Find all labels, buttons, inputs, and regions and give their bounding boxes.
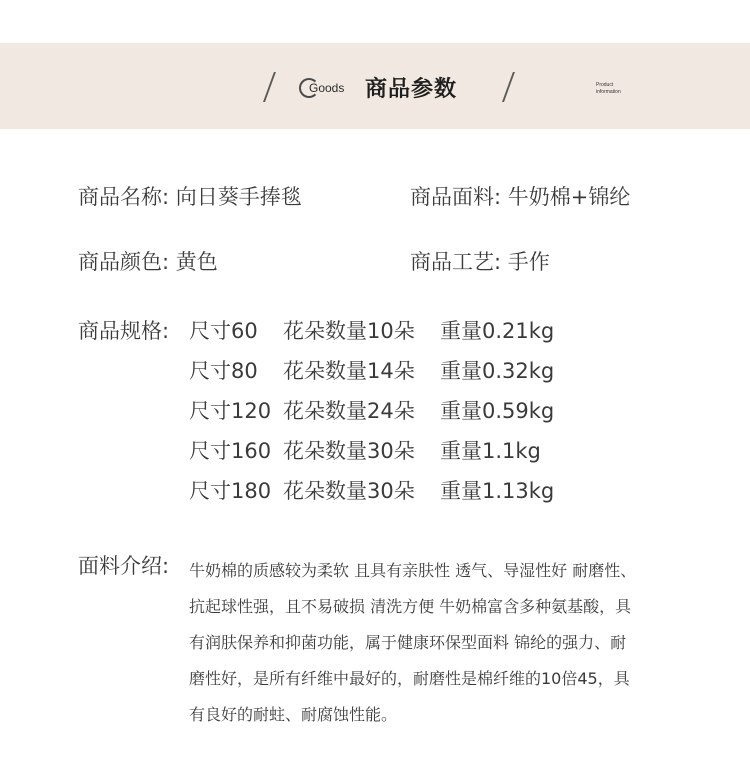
page-title: 商品参数 [365,77,458,102]
param-fabric-value: 牛奶棉+锦纶 [507,185,631,209]
param-craft [410,246,550,276]
spec-row [189,475,554,505]
param-name-value: 向日葵手捧毯 [175,185,302,209]
fabric-intro-line: 抗起球性强，且不易破损 清洗方便 牛奶棉富含多种氨基酸，具 [189,597,632,616]
spec-weight: 重量0.21kg [440,319,555,343]
spec-count: 花朵数量30朵 [283,439,415,463]
param-fabric [410,181,630,211]
product-information-caption [596,82,621,96]
product-info-line1: Product [596,82,614,88]
fabric-intro-line: 有润肤保养和抑菌功能，属于健康环保型面料 锦纶的强力、耐 [189,633,627,652]
goods-logo [299,76,344,100]
spec-size: 尺寸60 [189,319,258,343]
fabric-intro-label: 面料介绍: [78,554,170,578]
fabric-intro-line: 有良好的耐蛀、耐腐蚀性能。 [189,705,398,724]
param-color-label: 商品颜色: [78,250,170,274]
spec-count: 花朵数量10朵 [283,319,415,343]
param-name-label: 商品名称: [78,185,170,209]
spec-count: 花朵数量30朵 [283,479,415,503]
spec-row [189,315,554,345]
spec-row [189,355,554,385]
spec-weight: 重量0.59kg [440,399,555,423]
param-fabric-label: 商品面料: [410,185,502,209]
spec-size: 尺寸180 [189,479,272,503]
spec-weight: 重量1.13kg [440,479,555,503]
spec-size: 尺寸160 [189,439,272,463]
fabric-intro-line: 磨性好，是所有纤维中最好的，耐磨性是棉纤维的10倍45，具 [189,669,630,688]
spec-count: 花朵数量14朵 [283,359,415,383]
spec-row [189,435,541,465]
param-color-value: 黄色 [175,250,218,274]
spec-row [189,395,554,425]
param-craft-label: 商品工艺: [410,250,502,274]
param-color [78,246,218,276]
spec-size: 尺寸80 [189,359,258,383]
goods-text: Goods [309,81,345,95]
param-craft-value: 手作 [507,250,550,274]
param-name [78,181,302,211]
param-spec-label: 商品规格: [78,319,170,343]
spec-weight: 重量1.1kg [440,439,541,463]
spec-weight: 重量0.32kg [440,359,555,383]
spec-count: 花朵数量24朵 [283,399,415,423]
fabric-intro-line: 牛奶棉的质感较为柔软 且具有亲肤性 透气、导湿性好 耐磨性、 [189,561,637,580]
spec-size: 尺寸120 [189,399,272,423]
fabric-intro-text [189,553,679,733]
product-info-line2: information [596,89,621,95]
